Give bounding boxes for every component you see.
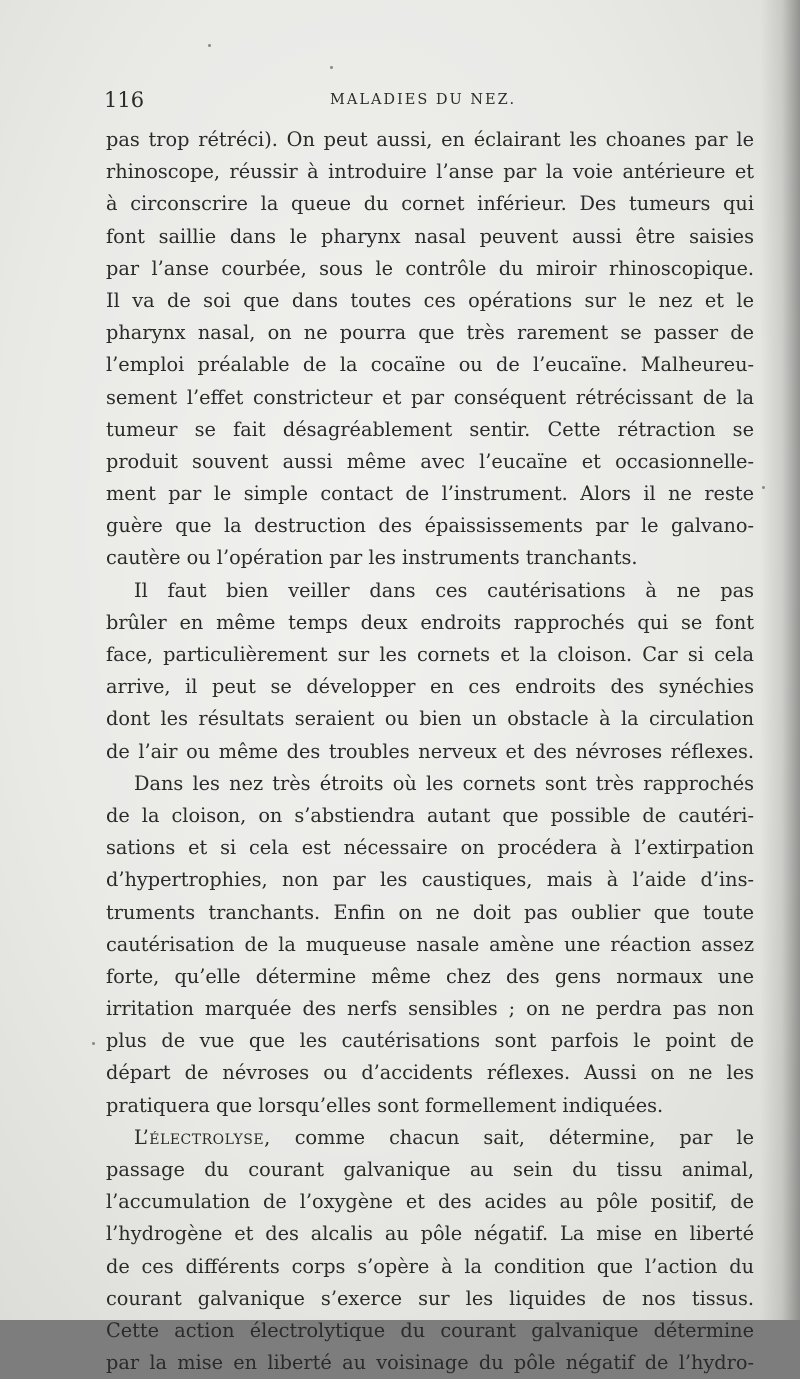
text-line: pas trop rétréci). On peut aussi, en éclairant les choanes par le bbox=[106, 128, 754, 151]
text-line: passage du courant galvanique au sein du tissu animal, bbox=[106, 1158, 754, 1181]
text-line: l’hydrogène et des alcalis au pôle négatif. La mise en liberté bbox=[106, 1222, 754, 1246]
text-line: Il va de soi que dans toutes ces opérations sur le nez et le bbox=[106, 288, 754, 312]
text-line: ment par le simple contact de l’instrument. Alors il ne reste bbox=[106, 482, 754, 506]
text-line: sement l’effet constricteur et par conséquent rétrécissant de la bbox=[106, 385, 754, 409]
text-line: de l’air ou même des troubles nerveux et des névroses réflexes. bbox=[106, 739, 754, 763]
body-text bbox=[106, 124, 754, 1379]
text-line: tumeur se fait désagréablement sentir. Cette rétraction se bbox=[106, 417, 754, 441]
text-line: dont les résultats seraient ou bien un obstacle à la circulation bbox=[106, 707, 754, 731]
text-line: font saillie dans le pharynx nasal peuvent aussi être saisies bbox=[106, 224, 754, 248]
text-line: pratiquera que lorsqu’elles sont formellement indiquées. bbox=[106, 1093, 664, 1117]
text-line: l’emploi préalable de la cocaïne ou de l’eucaïne. Malheureu- bbox=[106, 353, 754, 377]
text-line: à circonscrire la queue du cornet inférieur. Des tumeurs qui bbox=[106, 192, 754, 216]
text-line: guère que la destruction des épaississements par le galvano- bbox=[106, 514, 754, 538]
text-line bbox=[106, 1122, 754, 1154]
text-line: Dans les nez très étroits où les cornets sont très rapprochés bbox=[134, 771, 754, 795]
page-header bbox=[104, 84, 760, 116]
text-line: par l’anse courbée, sous le contrôle du miroir rhinoscopique. bbox=[106, 256, 754, 280]
text-line: arrive, il peut se développer en ces endroits des synéchies bbox=[106, 675, 754, 699]
text-line: face, particulièrement sur les cornets et la cloison. Car si cela bbox=[106, 643, 754, 666]
text-line: l’accumulation de l’oxygène et des acides au pôle positif, de bbox=[106, 1190, 754, 1214]
page-number: 116 bbox=[104, 88, 145, 112]
text-line: forte, qu’elle détermine même chez des gens normaux une bbox=[106, 964, 754, 988]
text-line: irritation marquée des nerfs sensibles ; on ne perdra pas non bbox=[106, 997, 754, 1021]
text-line: cautère ou l’opération par les instruments tranchants. bbox=[106, 546, 638, 570]
text-line: Cette action électrolytique du courant galvanique détermine bbox=[106, 1318, 754, 1342]
paper-speck bbox=[92, 1042, 95, 1045]
text-line: plus de vue que les cautérisations sont parfois le point de bbox=[106, 1029, 754, 1053]
text-line: d’hypertrophies, non par les caustiques, mais à l’aide d’ins- bbox=[106, 868, 754, 892]
text-line-rest: comme chacun sait, détermine, par le bbox=[294, 1125, 754, 1149]
text-line: brûler en même temps deux endroits rapprochés qui se font bbox=[106, 610, 754, 634]
text-line: par la mise en liberté au voisinage du pôle négatif de l’hydro- bbox=[106, 1351, 754, 1375]
text-line: pharynx nasal, on ne pourra que très rarement se passer de bbox=[106, 321, 754, 345]
text-line: de ces différents corps s’opère à la condition que l’action du bbox=[106, 1254, 754, 1278]
paper-speck bbox=[208, 44, 211, 47]
running-head: MALADIES DU NEZ. bbox=[330, 92, 517, 108]
text-line: départ de névroses ou d’accidents réflexes. Aussi on ne les bbox=[106, 1061, 754, 1085]
page-edge-shadow bbox=[760, 0, 800, 1320]
text-line: rhinoscope, réussir à introduire l’anse par la voie antérieure et bbox=[106, 160, 754, 184]
text-line: cautérisation de la muqueuse nasale amène une réaction assez bbox=[106, 932, 754, 956]
text-line: sations et si cela est nécessaire on procédera à l’extirpation bbox=[106, 836, 754, 860]
text-line: Il faut bien veiller dans ces cautérisations à ne pas bbox=[134, 578, 754, 602]
paper-speck bbox=[762, 486, 765, 489]
text-line: courant galvanique s’exerce sur les liquides de nos tissus. bbox=[106, 1286, 754, 1310]
text-line: truments tranchants. Enfin on ne doit pas oublier que toute bbox=[106, 900, 754, 924]
text-line: de la cloison, on s’abstiendra autant que possible de cautéri- bbox=[106, 803, 754, 827]
paper-speck bbox=[330, 66, 333, 69]
text-line: produit souvent aussi même avec l’eucaïne et occasionnelle- bbox=[106, 449, 754, 473]
section-lead: L’électrolyse, bbox=[134, 1125, 271, 1149]
